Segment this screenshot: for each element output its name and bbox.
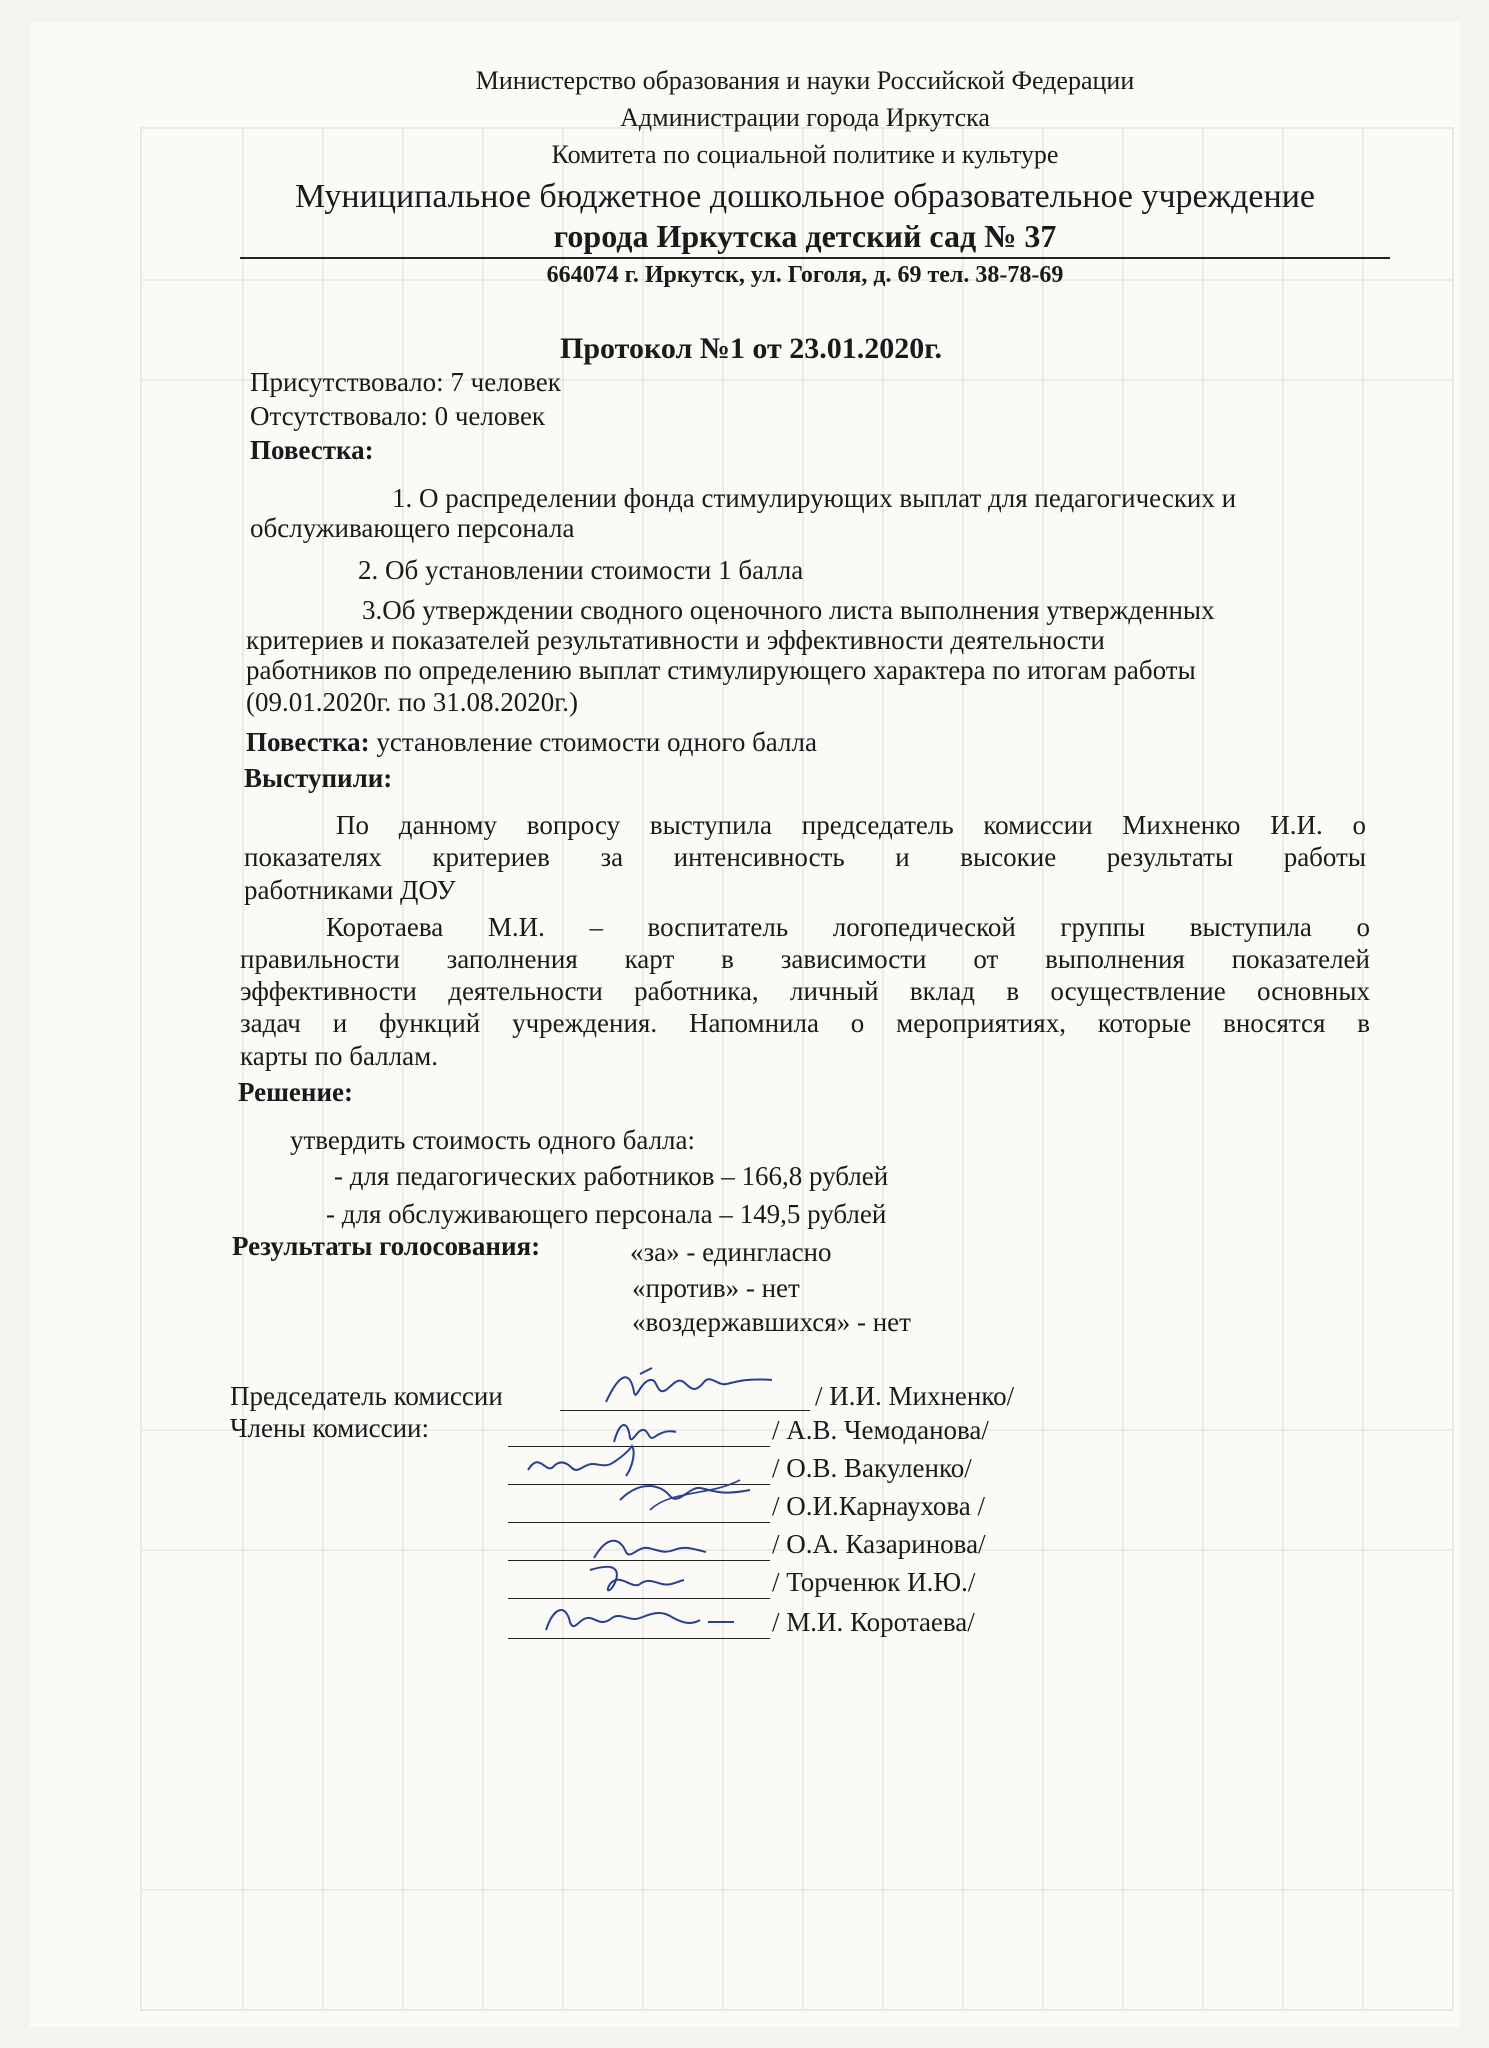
header-administration: Администрации города Иркутска: [620, 103, 990, 132]
agenda-item3-line3: работников по определению выплат стимулирующего характера по итогам работы: [246, 655, 1196, 685]
members-label: Члены комиссии:: [230, 1413, 429, 1443]
speakers-p1-line2: показателях критериев за интенсивность и высокие результаты работы: [244, 842, 1366, 872]
header-divider: [240, 257, 1390, 259]
voting-label: Результаты голосования:: [232, 1231, 541, 1261]
decision-line1: утвердить стоимость одного балла:: [290, 1125, 695, 1155]
voting-for: «за» - едингласно: [630, 1237, 832, 1267]
agenda-item1-line2: обслуживающего персонала: [250, 513, 575, 543]
member-name: / О.И.Карнаухова /: [772, 1491, 986, 1521]
speakers-p2-line4: задач и функций учреждения. Напомнила о мероприятиях, которые вносятся в: [240, 1008, 1370, 1038]
speakers-p2-line1: Коротаева М.И. – воспитатель логопедической группы выступила о: [326, 912, 1370, 942]
agenda2-label: Повестка:: [246, 727, 370, 757]
agenda-item2: 2. Об установлении стоимости 1 балла: [358, 555, 804, 585]
member-name: / О.А. Казаринова/: [772, 1529, 986, 1559]
agenda-label: Повестка:: [250, 435, 374, 465]
decision-teachers: - для педагогических работников – 166,8 рублей: [334, 1161, 889, 1191]
header-committee: Комитета по социальной политике и культуре: [551, 140, 1059, 169]
voting-against: «против» - нет: [632, 1273, 800, 1303]
header-kindergarten: города Иркутска детский сад № 37: [553, 218, 1057, 254]
member-name: / М.И. Коротаева/: [772, 1607, 975, 1637]
member-signature: [540, 1596, 740, 1640]
agenda-item3-line4: (09.01.2020г. по 31.08.2020г.): [246, 687, 578, 717]
header-ministry: Министерство образования и науки Российской Федерации: [475, 66, 1135, 95]
member-signature: [590, 1528, 710, 1564]
header-address: 664074 г. Иркутск, ул. Гоголя, д. 69 тел. 38-78-69: [546, 262, 1064, 288]
protocol-title: Протокол №1 от 23.01.2020г.: [560, 332, 943, 365]
speakers-p2-line2: правильности заполнения карт в зависимости от выполнения показателей: [240, 944, 1370, 974]
attendance-absent: Отсутствовало: 0 человек: [250, 401, 546, 431]
member-signature: [520, 1440, 760, 1530]
chair-label: Председатель комиссии: [230, 1381, 503, 1411]
chair-signature-line: [560, 1410, 810, 1411]
speakers-p2-line5: карты по баллам.: [240, 1041, 438, 1071]
decision-service: - для обслуживающего персонала – 149,5 рублей: [326, 1199, 887, 1229]
decision-label: Решение:: [238, 1077, 353, 1107]
attendance-present: Присутствовало: 7 человек: [250, 367, 561, 397]
chair-signature: [600, 1362, 780, 1410]
agenda2: [246, 726, 817, 758]
member-signature: [580, 1560, 690, 1600]
agenda-item1-line1: 1. О распределении фонда стимулирующих выплат для педагогических и: [392, 483, 1237, 513]
speakers-p2-line3: эффективности деятельности работника, личный вклад в осуществление основных: [240, 976, 1370, 1006]
voting-abstained: «воздержавшихся» - нет: [632, 1307, 911, 1337]
member-name: / О.В. Вакуленко/: [772, 1453, 972, 1483]
agenda-item3-line1: 3.Об утверждении сводного оценочного листа выполнения утвержденных: [362, 595, 1215, 625]
header-institution: Муниципальное бюджетное дошкольное образовательное учреждение: [295, 178, 1315, 215]
speakers-p1-line3: работниками ДОУ: [244, 875, 456, 905]
chair-name: / И.И. Михненко/: [815, 1381, 1015, 1411]
speakers-label: Выступили:: [244, 763, 393, 793]
member-name: / А.В. Чемоданова/: [772, 1415, 989, 1445]
member-name: / Торченюк И.Ю./: [772, 1567, 976, 1597]
agenda-item3-line2: критериев и показателей результативности и эффективности деятельности: [246, 625, 1105, 655]
agenda2-text: установление стоимости одного балла: [369, 727, 817, 757]
speakers-p1-line1: По данному вопросу выступила председатель комиссии Михненко И.И. о: [336, 810, 1366, 840]
